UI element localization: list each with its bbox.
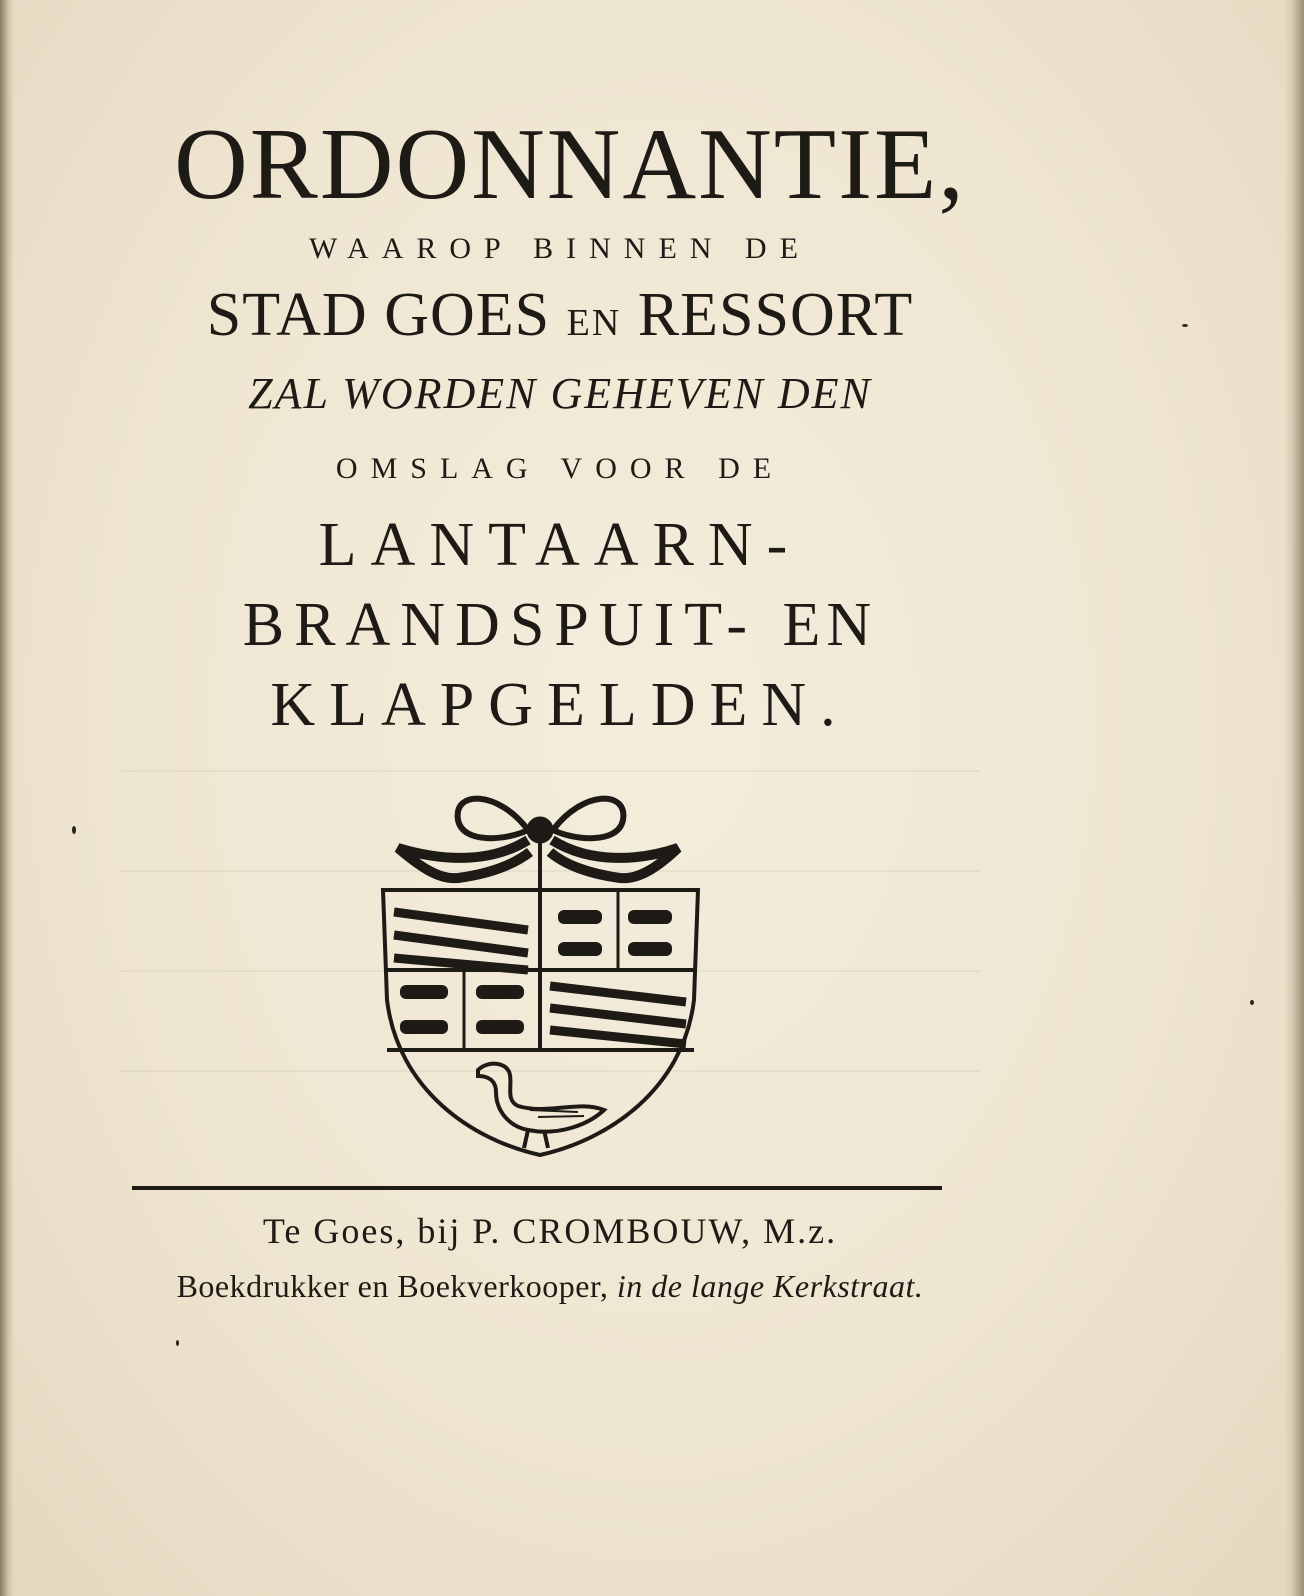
ink-speck: [1250, 1000, 1254, 1005]
page-edge-right: [1284, 0, 1304, 1596]
imprint-rule: [132, 1186, 942, 1190]
page-edge-left: [0, 0, 14, 1596]
subtitle-line-2: [120, 280, 1000, 351]
imprint-line-2: [100, 1268, 1000, 1305]
ink-speck: [176, 1340, 179, 1346]
imprint-line-1: Te Goes, bij P. CROMBOUW, M.z.: [262, 1211, 838, 1251]
ink-speck: [1182, 324, 1188, 327]
imprint-occupation: Boekdrukker en Boekverkooper,: [176, 1268, 609, 1304]
subtitle-line-7: KLAPGELDEN.: [270, 671, 850, 739]
document-title: ORDONNANTIE,: [174, 108, 966, 221]
subtitle-place: STAD GOES: [206, 281, 551, 349]
subtitle-en: EN: [782, 591, 878, 659]
subtitle-line-5: LANTAARN-: [318, 511, 802, 579]
subtitle-conjunction: EN: [566, 302, 622, 344]
coat-of-arms-icon: [378, 770, 708, 1160]
subtitle-line-6: [120, 590, 1000, 661]
imprint-address: in de lange Kerkstraat.: [616, 1268, 924, 1304]
ink-speck: [72, 826, 76, 834]
subtitle-line-1: WAAROP BINNEN DE: [309, 232, 811, 265]
subtitle-ressort: RESSORT: [637, 281, 914, 349]
subtitle-brandspuit: BRANDSPUIT-: [242, 591, 758, 659]
subtitle-line-4: OMSLAG VOOR DE: [335, 452, 785, 485]
subtitle-line-3: ZAL WORDEN GEHEVEN DEN: [248, 369, 872, 418]
